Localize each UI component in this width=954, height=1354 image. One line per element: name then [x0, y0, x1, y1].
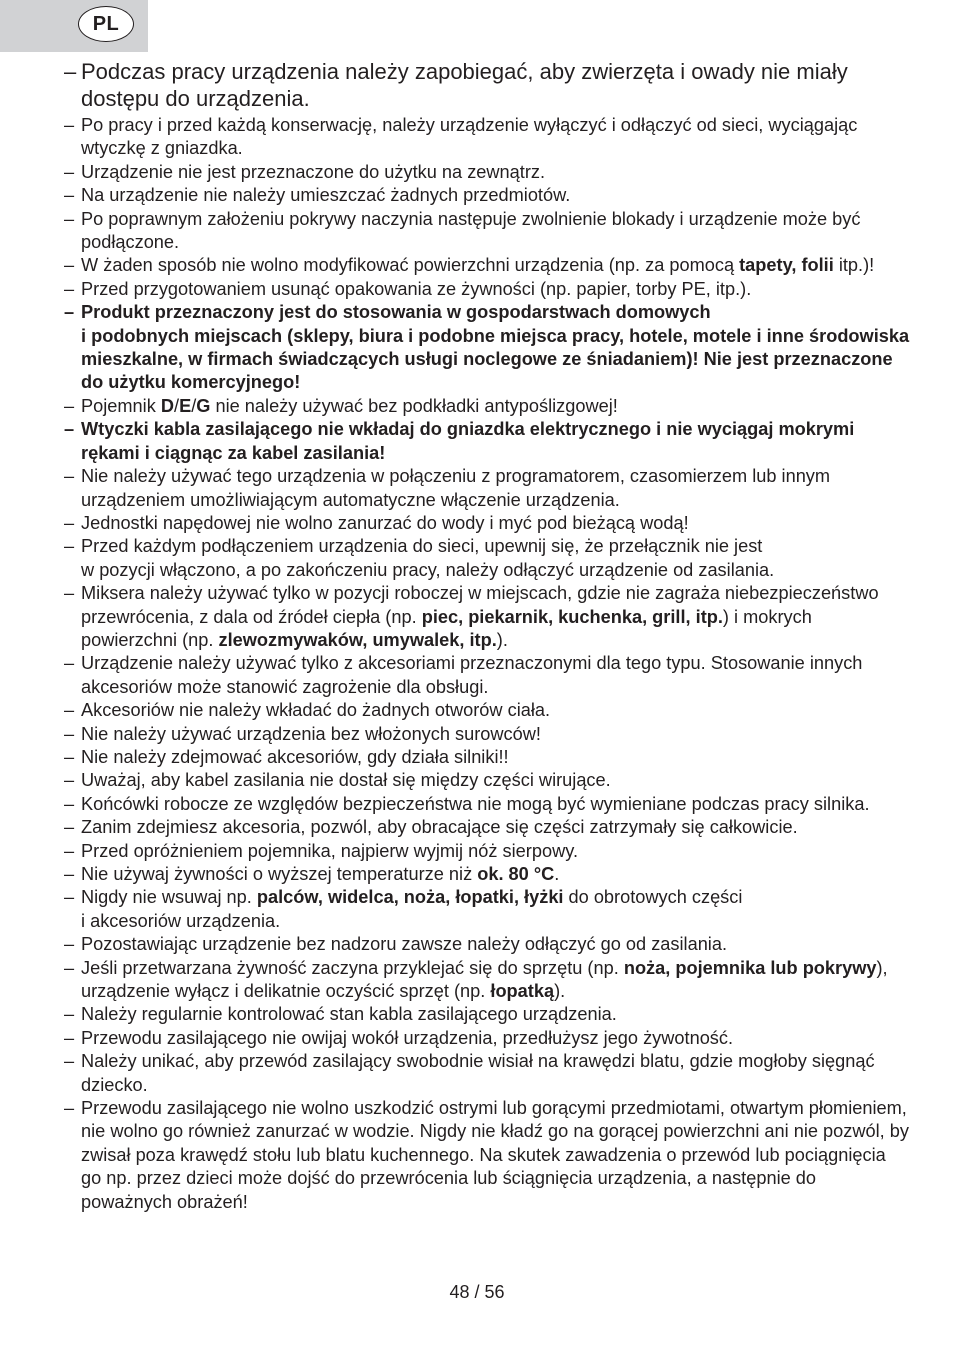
list-item — [64, 769, 910, 792]
list-item — [64, 395, 910, 418]
bold-text: ok. 80 °C — [477, 864, 555, 884]
item-text: Pojemnik — [81, 395, 161, 416]
bold-text: D — [160, 395, 174, 416]
bullet-dash: – — [64, 817, 75, 838]
bullet-dash: – — [64, 302, 75, 323]
list-item — [64, 184, 910, 207]
list-item — [64, 58, 910, 112]
list-item — [64, 863, 910, 886]
item-text: i podobnych miejscach (sklepy, biura i podobne miejsca pracy, hotele, motele i inne środowiska mieszkalne, w firmach świadczących usługi noclegowe ze śniadaniem)! Nie jest przeznaczone do użytku komercyjnego! — [81, 325, 910, 393]
safety-instructions-list — [64, 58, 910, 1214]
item-text: Jeśli przetwarzana żywność zaczyna przyklejać się do sprzętu (np. — [81, 957, 624, 978]
bold-text: piec, piekarnik, kuchenka, grill, itp. — [421, 606, 723, 627]
list-item — [64, 582, 910, 652]
item-text: Przed przygotowaniem usunąć opakowania ze żywności (np. papier, torby PE, itp.). — [81, 278, 752, 299]
list-item — [64, 1003, 910, 1026]
list-item — [64, 278, 910, 301]
list-item — [64, 793, 910, 816]
item-text: Nie należy używać urządzenia bez włożonych surowców! — [81, 723, 541, 744]
item-text: W żaden sposób nie wolno modyfikować powierzchni urządzenia (np. za pomocą — [81, 255, 740, 276]
item-text: Końcówki robocze ze względów bezpieczeństwa nie mogą być wymieniane podczas pracy silnika. — [81, 793, 870, 814]
bullet-dash: – — [64, 536, 75, 557]
list-item — [64, 886, 910, 933]
list-item — [64, 1097, 910, 1214]
item-text: Miksera należy używać tylko w pozycji roboczej w miejscach, gdzie nie zagraża niebezpieczeństwo przewrócenia, z dala od źródeł ciepła (np. — [81, 583, 879, 627]
item-text: Po pracy i przed każdą konserwację, należy urządzenie wyłączyć i odłączyć od sieci, wyciągając wtyczkę z gniazdka. — [81, 115, 858, 159]
bold-text: tapety, folii — [739, 255, 834, 276]
list-item — [64, 933, 910, 956]
item-text: Pozostawiając urządzenie bez nadzoru zawsze należy odłączyć go od zasilania. — [81, 934, 728, 955]
list-item — [64, 512, 910, 535]
bullet-dash: – — [64, 934, 75, 955]
list-item — [64, 301, 910, 395]
item-text: Jednostki napędowej nie wolno zanurzać do wody i myć pod bieżącą wodą! — [81, 512, 689, 533]
list-item — [64, 1050, 910, 1097]
item-text: Nie należy używać tego urządzenia w połączeniu z programatorem, czasomierzem lub innym urządzeniem umożliwiającym automatyczne włączenie urządzenia. — [81, 466, 831, 510]
bullet-dash: – — [64, 395, 75, 416]
item-text: Podczas pracy urządzenia należy zapobiegać, aby zwierzęta i owady nie miały dostępu do urządzenia. — [81, 59, 848, 111]
bullet-dash: – — [64, 793, 75, 814]
bold-text: E — [179, 395, 192, 416]
item-text: Przed opróżnieniem pojemnika, najpierw wyjmij nóż sierpowy. — [81, 840, 578, 861]
list-item — [64, 161, 910, 184]
item-text: do obrotowych części — [563, 887, 743, 908]
item-text: Akcesoriów nie należy wkładać do żadnych otworów ciała. — [81, 700, 551, 721]
bullet-dash: – — [64, 512, 75, 533]
item-text: Produkt przeznaczony jest do stosowania w gospodarstwach domowych — [81, 302, 711, 323]
list-item — [64, 418, 910, 465]
item-text: Zanim zdejmiesz akcesoria, pozwól, aby obracające się części zatrzymały się całkowicie. — [81, 817, 798, 838]
list-item — [64, 816, 910, 839]
language-tab — [0, 0, 148, 52]
bullet-dash: – — [64, 59, 77, 84]
item-text: / — [174, 395, 180, 416]
bullet-dash: – — [64, 864, 75, 884]
item-text: w pozycji włączono, a po zakończeniu pracy, należy odłączyć urządzenie od zasilania. — [81, 559, 775, 580]
list-item — [64, 746, 910, 769]
item-text: i akcesoriów urządzenia. — [81, 910, 281, 931]
bullet-dash: – — [64, 255, 75, 276]
list-item — [64, 723, 910, 746]
item-text: Urządzenie należy używać tylko z akcesoriami przeznaczonymi dla tego typu. Stosowanie innych akcesoriów może stanowić zagrożenie dla obsługi. — [81, 653, 863, 697]
bullet-dash: – — [64, 1027, 75, 1048]
bold-text: łopatką — [490, 981, 555, 1002]
item-text: / — [191, 395, 197, 416]
item-text: Przewodu zasilającego nie wolno uszkodzić ostrymi lub gorącymi przedmiotami, otwartym płomieniem, nie wolno go również zanurzać w wodzie. Nigdy nie kładź go na gorącej powierzchni ani nie pozwól, by zwisał poza krawędź stołu lub blatu kuchennego. Na skutek zawadzenia o przewód lub pociągnięcia go np. przez dzieci może dojść do przewrócenia lub ściągnięcia urządzenia, a następnie do poważnych obrażeń! — [81, 1098, 909, 1212]
bullet-dash: – — [64, 466, 75, 487]
item-text: Wtyczki kabla zasilającego nie wkładaj do gniazdka elektrycznego i nie wyciągaj mokrymi rękami i ciągnąc za kabel zasilania! — [81, 419, 855, 463]
item-text: ) i mokrych powierzchni (np. — [81, 606, 812, 650]
list-item — [64, 254, 910, 277]
item-text: nie należy używać bez podkładki antypoślizgowej! — [210, 395, 618, 416]
bullet-dash: – — [64, 208, 75, 229]
language-badge: PL — [78, 6, 134, 42]
item-text: Po poprawnym założeniu pokrywy naczynia następuje zwolnienie blokady i urządzenie może być podłączone. — [81, 208, 861, 253]
list-item — [64, 465, 910, 512]
bullet-dash: – — [64, 185, 75, 206]
bullet-dash: – — [64, 1098, 75, 1119]
list-item — [64, 535, 910, 582]
list-item — [64, 652, 910, 699]
bullet-dash: – — [64, 840, 75, 861]
item-text: Nie używaj żywności o wyższej temperaturze niż — [81, 864, 478, 884]
item-text: Uważaj, aby kabel zasilania nie dostał się między części wirujące. — [81, 770, 611, 791]
bullet-dash: – — [64, 583, 75, 604]
bullet-dash: – — [64, 700, 75, 721]
item-text: ), urządzenie wyłącz i delikatnie oczyścić sprzęt (np. — [81, 957, 888, 1002]
bullet-dash: – — [64, 278, 75, 299]
list-item — [64, 840, 910, 863]
bold-text: noża, pojemnika lub pokrywy — [623, 957, 877, 978]
item-text: Należy regularnie kontrolować stan kabla zasilającego urządzenia. — [81, 1004, 617, 1025]
item-text: Urządzenie nie jest przeznaczone do użytku na zewnątrz. — [81, 161, 546, 182]
item-text: Na urządzenie nie należy umieszczać żadnych przedmiotów. — [81, 185, 571, 206]
list-item — [64, 1027, 910, 1050]
bullet-dash: – — [64, 887, 75, 908]
item-text: ). — [554, 981, 566, 1002]
bullet-dash: – — [64, 1004, 75, 1025]
bullet-dash: – — [64, 419, 75, 440]
list-item — [64, 957, 910, 1004]
bullet-dash: – — [64, 723, 75, 744]
item-text: . — [554, 864, 560, 884]
list-item — [64, 114, 910, 161]
list-item — [64, 699, 910, 722]
item-text: Przewodu zasilającego nie owijaj wokół urządzenia, przedłużysz jego żywotność. — [81, 1027, 734, 1048]
bullet-dash: – — [64, 161, 75, 182]
item-text: itp.)! — [833, 255, 875, 276]
item-text: ). — [496, 629, 508, 650]
bullet-dash: – — [64, 770, 75, 791]
list-item — [64, 208, 910, 255]
bullet-dash: – — [64, 115, 75, 135]
page-number: 48 / 56 — [449, 1282, 505, 1302]
bold-text: palców, widelca, noża, łopatki, łyżki — [256, 887, 564, 908]
bullet-dash: – — [64, 957, 75, 978]
item-text: Należy unikać, aby przewód zasilający swobodnie wisiał na krawędzi blatu, gdzie mogłoby sięgnąć dziecko. — [81, 1051, 875, 1095]
bullet-dash: – — [64, 746, 75, 767]
bold-text: G — [196, 395, 211, 416]
bold-text: zlewozmywaków, umywalek, itp. — [218, 629, 497, 650]
item-text: Nie należy zdejmować akcesoriów, gdy działa silniki!! — [81, 746, 509, 767]
item-text: Nigdy nie wsuwaj np. — [81, 887, 257, 908]
bullet-dash: – — [64, 1051, 75, 1072]
bullet-dash: – — [64, 653, 75, 674]
item-text: Przed każdym podłączeniem urządzenia do sieci, upewnij się, że przełącznik nie jest — [81, 536, 763, 557]
